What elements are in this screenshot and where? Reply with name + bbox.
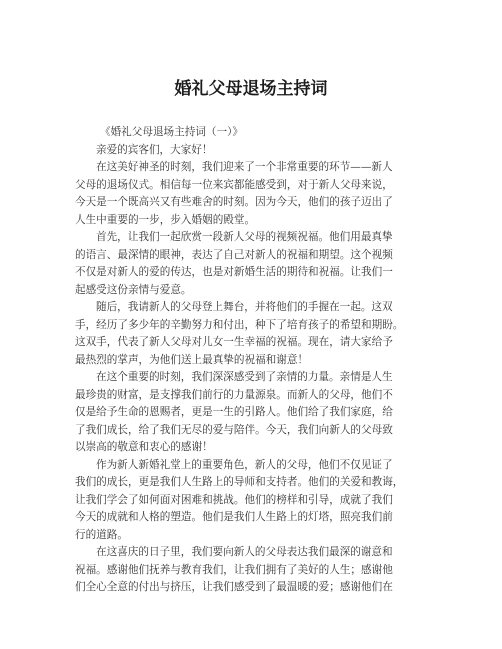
- body-text-line: 在这美好神圣的时刻，我们迎来了一个非常重要的环节——新人: [96, 161, 393, 173]
- body-text-line: 祝福。感谢他们抚养与教育我们，让我们拥有了美好的人生；感谢他: [75, 563, 393, 576]
- body-text-line: 作为新人新婚礼堂上的重要角色，新人的父母，他们不仅见证了: [96, 458, 393, 471]
- body-text-line: 们全心全意的付出与挤压，让我们感受到了最温暖的爱；感谢他们在: [75, 581, 393, 593]
- body-text-line: 《婚礼父母退场主持词（一）》: [100, 126, 244, 138]
- body-text-line: 在这喜庆的日子里，我们要向新人的父母表达我们最深的谢意和: [96, 546, 393, 558]
- body-text-line: 以崇高的敬意和衷心的感谢！: [75, 441, 213, 453]
- body-text-line: 这双手，代表了新人父母对儿女一生幸福的祝福。现在，请大家给予: [75, 336, 393, 348]
- page-title: 婚礼父母退场主持词: [174, 79, 328, 99]
- body-text-line: 亲爱的宾客们，大家好！: [96, 143, 213, 156]
- body-text-line: 最珍贵的财富，是支撑我们前行的力量源泉。而新人的父母，他们不: [75, 388, 393, 401]
- body-text-line: 的语言、最深情的眼神，表达了自己对新人的祝福和期望。这个视频: [75, 248, 393, 261]
- document-body: [75, 124, 435, 597]
- body-text-line: 随后，我请新人的父母登上舞台，并将他们的手握在一起。这双: [96, 301, 393, 313]
- body-text-line: 人生中重要的一步，步入婚姻的殿堂。: [75, 213, 256, 226]
- body-text-line: 行的道路。: [75, 528, 128, 541]
- body-text-line: 不仅是对新人的爱的传达，也是对新婚生活的期待和祝福。让我们一: [75, 266, 393, 278]
- body-text-line: 父母的退场仪式。相信每一位来宾都能感受到，对于新人父母来说，: [75, 178, 393, 191]
- body-text-line: 了我们成长，给了我们无尽的爱与陪伴。今天，我们向新人的父母致: [75, 423, 393, 436]
- body-text-line: 起感受这份亲情与爱意。: [75, 283, 192, 296]
- body-text-line: 我们的成长，更是我们人生路上的导师和支持者。他们的关爱和教诲，: [75, 476, 404, 488]
- body-text-line: 仅是给予生命的恩赐者，更是一生的引路人。他们给了我们家庭，给: [75, 406, 393, 418]
- body-text-line: 今天的成就和人格的塑造。他们是我们人生路上的灯塔，照亮我们前: [75, 511, 393, 523]
- body-text-line: 在这个重要的时刻，我们深深感受到了亲情的力量。亲情是人生: [96, 371, 393, 383]
- body-text-line: 手，经历了多少年的辛勤努力和付出，种下了培育孩子的希望和期盼。: [75, 318, 404, 331]
- body-text-line: 首先，让我们一起欣赏一段新人父母的视频祝福。他们用最真挚: [96, 231, 393, 243]
- body-text-line: 今天是一个既高兴又有些难舍的时刻。因为今天，他们的孩子迈出了: [75, 196, 393, 208]
- body-text-line: 最热烈的掌声，为他们送上最真挚的祝福和谢意！: [75, 353, 309, 366]
- body-text-line: 让我们学会了如何面对困难和挑战。他们的榜样和引导，成就了我们: [75, 493, 393, 506]
